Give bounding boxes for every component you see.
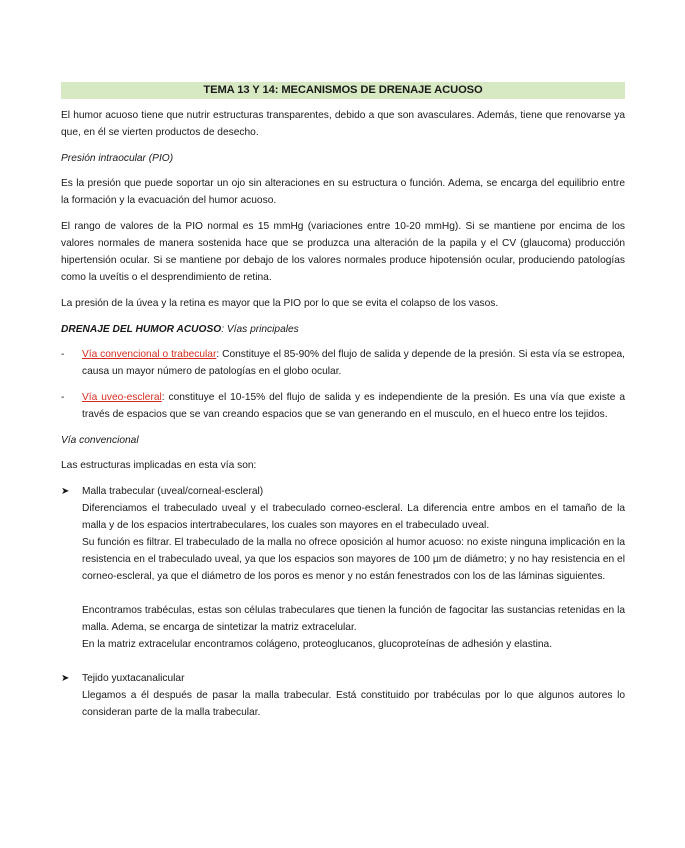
via-convencional-text: : Constituye el 85-90% del flujo de salida y depende de la presión. Si esta vía se estropea, causa un mayor número de patologías en el globo ocular.	[82, 349, 625, 377]
malla-paragraph-4: En la matriz extracelular encontramos colágeno, proteoglucanos, glucoproteínas de adhesión y elastina.	[82, 639, 553, 650]
dash-marker: -	[61, 392, 65, 403]
via-uveoescleral-label: Vía uveo-escleral	[82, 392, 162, 403]
arrow-bullet-icon: ➤	[61, 673, 70, 684]
pio-paragraph-1: Es la presión que puede soportar un ojo sin alteraciones en su estructura o función. Adema, se encarga del equilibrio entre la formación y la evacuación del humor acuoso.	[61, 178, 625, 206]
yuxta-title: Tejido yuxtacanalicular	[82, 673, 185, 684]
intro-paragraph: El humor acuoso tiene que nutrir estructuras transparentes, debido a que son avasculares. Además, tiene que renovarse ya que, en él se vierten productos de desecho.	[61, 110, 625, 138]
drenaje-heading	[61, 321, 625, 338]
drenaje-heading-bold: DRENAJE DEL HUMOR ACUOSO	[61, 324, 222, 335]
via-uveoescleral-text: : constituye el 10-15% del flujo de salida y es independiente de la presión. Es una vía que existe a través de espacios que se van creando espacios que se van generando en el musculo, en el hueco entre los tejidos.	[82, 392, 625, 420]
via-uveoescleral-item	[61, 389, 625, 423]
malla-title: Malla trabecular (uveal/corneal-escleral)	[82, 486, 264, 497]
malla-paragraph-1: Diferenciamos el trabeculado uveal y el trabeculado corneo-escleral. La diferencia entre ambos en el tamaño de la malla y de los espacios intertrabeculares, los cuales son mayores en el trabeculado uveal.	[82, 503, 625, 531]
tejido-yuxtacanalicular-item	[61, 670, 625, 721]
via-convencional-item	[61, 346, 625, 380]
yuxta-paragraph-1: Llegamos a él después de pasar la malla trabecular. Está constituido por trabéculas por lo que algunos autores lo consideran parte de la malla trabecular.	[82, 690, 625, 718]
pio-paragraph-2: El rango de valores de la PIO normal es 15 mmHg (variaciones entre 10-20 mmHg). Si se mantiene por encima de los valores normales de manera sostenida hace que se produzca una alteración de la papila y el CV (glaucoma) producción hipertensión ocular. Si se mantiene por debajo de los valores normales produce hipotensión ocular, produciendo patologías como la uveítis o el desprendimiento de retina.	[61, 221, 625, 283]
drenaje-heading-rest: : Vías principales	[221, 324, 299, 335]
pio-heading: Presión intraocular (PIO)	[61, 153, 174, 164]
document-page	[61, 82, 625, 721]
malla-paragraph-3: Encontramos trabéculas, estas son células trabeculares que tienen la función de fagocitar las sustancias retenidas en la malla. Adema, se encarga de sintetizar la matriz extracelular.	[82, 605, 625, 633]
dash-marker: -	[61, 349, 65, 360]
pio-paragraph-3: La presión de la úvea y la retina es mayor que la PIO por lo que se evita el colapso de los vasos.	[61, 298, 499, 309]
malla-trabecular-item	[61, 483, 625, 653]
page-title: TEMA 13 Y 14: MECANISMOS DE DRENAJE ACUOSO	[61, 82, 625, 99]
via-convencional-heading: Vía convencional	[61, 435, 139, 446]
via-convencional-intro: Las estructuras implicadas en esta vía son:	[61, 460, 257, 471]
malla-paragraph-2: Su función es filtrar. El trabeculado de la malla no ofrece oposición al humor acuoso: no existe ninguna implicación en la resistencia en el trabeculado uveal, ya que los espacios son mayores de 100 µm de diámetro; y no hay resistencia en el corneo-escleral, ya que el diámetro de los poros es menor y no están fenestrados con los de las láminas siguientes.	[82, 537, 625, 582]
via-convencional-label: Vía convencional o trabecular	[82, 349, 217, 360]
arrow-bullet-icon: ➤	[61, 486, 70, 497]
